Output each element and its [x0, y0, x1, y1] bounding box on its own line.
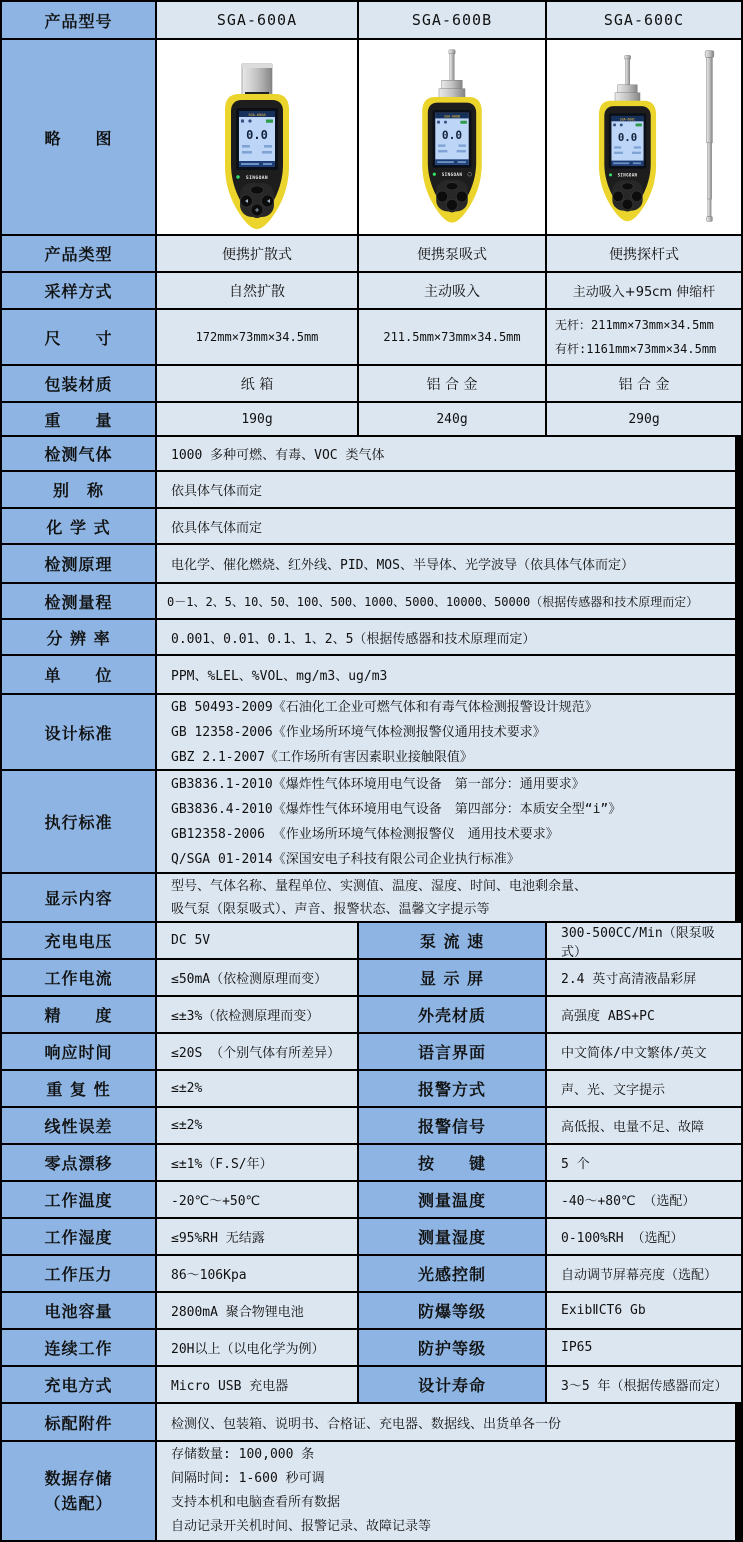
row-label: 显示内容 — [2, 874, 155, 921]
gas-detector-pump-illustration — [359, 40, 545, 234]
row-label: 光感控制 — [359, 1256, 545, 1291]
data-storage-label: 数据存储 — [44, 1469, 113, 1488]
cell-continuous-work: 20H以上（以电化学为例） — [157, 1330, 357, 1365]
sketch-label: 略 图 — [2, 40, 155, 234]
row-label: 标配附件 — [2, 1404, 155, 1440]
row-charge-voltage-pump-flow — [2, 923, 741, 958]
execution-standard-line: GB12358-2006 《作业场所环境气体检测报警仪 通用技术要求》 — [171, 826, 559, 842]
cell-charge-voltage: DC 5V — [157, 923, 357, 958]
execution-standard-line: GB3836.1-2010《爆炸性气体环境用电气设备 第一部分：通用要求》 — [171, 776, 585, 792]
cell-working-humidity: ≤95%RH 无结露 — [157, 1219, 357, 1254]
cell-weight-c: 290g — [547, 403, 741, 435]
row-label: 检测气体 — [2, 437, 155, 470]
data-storage-label-optional: （选配） — [44, 1494, 113, 1513]
cell-working-pressure: 86～106Kpa — [157, 1256, 357, 1291]
row-label: 尺 寸 — [2, 310, 155, 364]
row-label: 分 辨 率 — [2, 620, 155, 654]
row-label: 报警信号 — [359, 1108, 545, 1143]
row-label: 化 学 式 — [2, 509, 155, 543]
row-zero-drift-buttons — [2, 1145, 741, 1180]
data-storage-line: 存储数量: 100,000 条 — [171, 1447, 315, 1462]
cell-explosion-proof-grade: ExibⅡCT6 Gb — [547, 1293, 741, 1328]
row-label: 设计标准 — [2, 695, 155, 769]
lcd-model-text: SGA-600B — [443, 114, 461, 119]
row-label: 按 键 — [359, 1145, 545, 1180]
row-weight — [2, 403, 741, 435]
row-label: 语言界面 — [359, 1034, 545, 1069]
cell-protection-grade: IP65 — [547, 1330, 741, 1365]
cell-detection-range: 0－1、2、5、10、50、100、500、1000、5000、10000、50000（根据传感器和技术原理而定） — [157, 584, 735, 618]
cell-light-control: 自动调节屏幕亮度（选配） — [547, 1256, 741, 1291]
cell-alarm-signal: 高低报、电量不足、故障 — [547, 1108, 741, 1143]
cell-detected-gas: 1000 多种可燃、有毒、VOC 类气体 — [157, 437, 735, 470]
row-label: 重 量 — [2, 403, 155, 435]
cell-alarm-mode: 声、光、文字提示 — [547, 1071, 741, 1106]
cell-dimensions-b: 211.5mm×73mm×34.5mm — [359, 310, 545, 364]
row-label: 别 称 — [2, 472, 155, 507]
cell-resolution: 0.001、0.01、0.1、1、2、5（根据传感器和技术原理而定） — [157, 620, 735, 654]
row-label: 零点漂移 — [2, 1145, 155, 1180]
row-detection-principle — [2, 545, 741, 582]
cell-display-content — [157, 874, 735, 921]
row-label: 充电方式 — [2, 1367, 155, 1402]
cell-measure-humidity: 0-100%RH （选配） — [547, 1219, 741, 1254]
cell-response-time: ≤20S （个别气体有所差异） — [157, 1034, 357, 1069]
cell-sampling-a: 自然扩散 — [157, 273, 357, 308]
row-linearity-alarm-signal — [2, 1108, 741, 1143]
cell-display-screen: 2.4 英寸高清液晶彩屏 — [547, 960, 741, 995]
row-working-current-display — [2, 960, 741, 995]
row-sampling — [2, 273, 741, 308]
row-battery-explosion-proof — [2, 1293, 741, 1328]
cell-execution-standards — [157, 771, 735, 872]
cell-sampling-b: 主动吸入 — [359, 273, 545, 308]
cell-repeatability: ≤±2% — [157, 1071, 357, 1106]
row-detection-range — [2, 584, 741, 618]
row-label: 执行标准 — [2, 771, 155, 872]
cell-detection-principle: 电化学、催化燃烧、红外线、PID、MOS、半导体、光学波导（依具体气体而定） — [157, 545, 735, 582]
cell-linearity-error: ≤±2% — [157, 1108, 357, 1143]
row-label: 充电电压 — [2, 923, 155, 958]
cell-product-type-b: 便携泵吸式 — [359, 236, 545, 271]
status-led — [433, 173, 436, 176]
cell-dimensions-c — [547, 310, 741, 364]
row-label: 检测量程 — [2, 584, 155, 618]
header-row — [2, 2, 741, 38]
row-data-storage — [2, 1442, 741, 1540]
row-working-humidity-measure-humidity — [2, 1219, 741, 1254]
row-detected-gas — [2, 437, 741, 470]
row-alias — [2, 472, 741, 507]
row-chemical-formula — [2, 509, 741, 543]
data-storage-line: 自动记录开关机时间、报警记录、故障记录等 — [171, 1519, 432, 1534]
cell-language: 中文简体/中文繁体/英文 — [547, 1034, 741, 1069]
cell-weight-a: 190g — [157, 403, 357, 435]
brand-text: SINGOAN — [245, 176, 269, 181]
cell-product-type-a: 便携扩散式 — [157, 236, 357, 271]
row-label: 显 示 屏 — [359, 960, 545, 995]
row-label: 线性误差 — [2, 1108, 155, 1143]
row-design-standards — [2, 695, 741, 769]
model-name-b: SGA-600B — [359, 2, 545, 38]
cell-shell-material: 高强度 ABS+PC — [547, 997, 741, 1032]
cell-unit: PPM、%LEL、%VOL、mg/m3、ug/m3 — [157, 656, 735, 693]
row-label: 重 复 性 — [2, 1071, 155, 1106]
cell-data-storage — [157, 1442, 735, 1540]
lcd-value: 0.0 — [617, 130, 638, 144]
model-name-a: SGA-600A — [157, 2, 357, 38]
row-label: 包装材质 — [2, 366, 155, 401]
lcd-model-text: SGA-600C — [619, 117, 636, 122]
cell-packaging-a: 纸 箱 — [157, 366, 357, 401]
row-label: 设计寿命 — [359, 1367, 545, 1402]
sensor-cap — [242, 64, 272, 96]
row-label: 工作温度 — [2, 1182, 155, 1217]
cell-buttons: 5 个 — [547, 1145, 741, 1180]
data-storage-line: 间隔时间: 1-600 秒可调 — [171, 1471, 325, 1486]
cell-working-temperature: -20℃～+50℃ — [157, 1182, 357, 1217]
product-image-sga-600a — [157, 40, 357, 234]
design-standard-line: GB 50493-2009《石油化工企业可燃气体和有毒气体检测报警设计规范》 — [171, 699, 598, 715]
dimensions-without-rod: 无杆：211mm×73mm×34.5mm — [555, 318, 714, 332]
product-image-sga-600c — [547, 40, 741, 234]
row-response-time-language — [2, 1034, 741, 1069]
gas-detector-probe-rod-illustration — [547, 40, 741, 234]
gas-detector-diffusion-illustration — [157, 40, 357, 234]
row-execution-standards — [2, 771, 741, 872]
row-working-temp-measure-temp — [2, 1182, 741, 1217]
row-label: 采样方式 — [2, 273, 155, 308]
product-image-sga-600b — [359, 40, 545, 234]
row-label: 测量温度 — [359, 1182, 545, 1217]
cell-design-lifespan: 3～5 年（根据传感器而定） — [547, 1367, 741, 1402]
row-label: 精 度 — [2, 997, 155, 1032]
lcd-value: 0.0 — [441, 128, 463, 142]
probe-tube — [450, 53, 455, 81]
cell-weight-b: 240g — [359, 403, 545, 435]
row-product-type — [2, 236, 741, 271]
design-standard-line: GB 12358-2006《作业场所环境气体检测报警仪通用技术要求》 — [171, 724, 546, 740]
status-led — [236, 175, 239, 178]
telescopic-rod — [705, 51, 714, 222]
lcd-model-text: SGA-600A — [248, 112, 266, 117]
row-label — [2, 1442, 155, 1540]
row-label: 产品类型 — [2, 236, 155, 271]
brand-text: SINGOAN — [617, 172, 638, 178]
row-repeatability-alarm-mode — [2, 1071, 741, 1106]
cell-measure-temperature: -40～+80℃ （选配） — [547, 1182, 741, 1217]
status-led — [609, 173, 612, 176]
row-label: 电池容量 — [2, 1293, 155, 1328]
cell-packaging-c: 铝 合 金 — [547, 366, 741, 401]
cell-packaging-b: 铝 合 金 — [359, 366, 545, 401]
brand-text: SINGOAN — [441, 173, 463, 179]
row-label: 工作压力 — [2, 1256, 155, 1291]
cell-pump-flow: 300-500CC/Min（限泵吸式） — [547, 923, 741, 958]
cell-alias: 依具体气体而定 — [157, 472, 735, 507]
cell-accuracy: ≤±3%（依检测原理而变） — [157, 997, 357, 1032]
row-dimensions — [2, 310, 741, 364]
row-label: 报警方式 — [359, 1071, 545, 1106]
row-label: 检测原理 — [2, 545, 155, 582]
cell-sampling-c: 主动吸入+95cm 伸缩杆 — [547, 273, 741, 308]
dimensions-with-rod: 有杆:1161mm×73mm×34.5mm — [555, 342, 717, 356]
row-accuracy-shell — [2, 997, 741, 1032]
cell-chemical-formula: 依具体气体而定 — [157, 509, 735, 543]
row-accessories — [2, 1404, 741, 1440]
row-label: 外壳材质 — [359, 997, 545, 1032]
row-continuous-work-protection — [2, 1330, 741, 1365]
probe-tube — [625, 59, 629, 86]
row-label: 工作电流 — [2, 960, 155, 995]
lcd-value: 0.0 — [246, 128, 268, 142]
row-pressure-light-control — [2, 1256, 741, 1291]
cell-product-type-c: 便携探杆式 — [547, 236, 741, 271]
device-group — [599, 55, 656, 221]
row-display-content — [2, 874, 741, 921]
cell-zero-drift: ≤±1%（F.S/年） — [157, 1145, 357, 1180]
model-name-c: SGA-600C — [547, 2, 741, 38]
row-label: 防爆等级 — [359, 1293, 545, 1328]
row-label: 连续工作 — [2, 1330, 155, 1365]
row-label: 工作湿度 — [2, 1219, 155, 1254]
cell-battery-capacity: 2800mA 聚合物锂电池 — [157, 1293, 357, 1328]
row-label: 单 位 — [2, 656, 155, 693]
row-label: 测量湿度 — [359, 1219, 545, 1254]
cell-charging-method: Micro USB 充电器 — [157, 1367, 357, 1402]
cell-design-standards — [157, 695, 735, 769]
row-charging-lifespan — [2, 1367, 741, 1402]
design-standard-line: GBZ 2.1-2007《工作场所有害因素职业接触限值》 — [171, 749, 473, 765]
display-content-line: 吸气泵（限泵吸式）、声音、报警状态、温馨文字提示等 — [171, 901, 490, 917]
row-unit — [2, 656, 741, 693]
data-storage-line: 支持本机和电脑查看所有数据 — [171, 1495, 341, 1510]
row-label: 防护等级 — [359, 1330, 545, 1365]
row-label: 泵 流 速 — [359, 923, 545, 958]
execution-standard-line: GB3836.4-2010《爆炸性气体环境用电气设备 第四部分：本质安全型“i”》 — [171, 801, 622, 817]
cell-working-current: ≤50mA（依检测原理而变） — [157, 960, 357, 995]
execution-standard-line: Q/SGA 01-2014《深国安电子科技有限公司企业执行标准》 — [171, 851, 520, 867]
display-content-line: 型号、气体名称、量程单位、实测值、温度、湿度、时间、电池剩余量、 — [171, 878, 588, 894]
header-label: 产品型号 — [2, 2, 155, 38]
cell-accessories: 检测仪、包装箱、说明书、合格证、充电器、数据线、出货单各一份 — [157, 1404, 735, 1440]
sketch-row — [2, 40, 741, 234]
row-packaging — [2, 366, 741, 401]
cell-dimensions-a: 172mm×73mm×34.5mm — [157, 310, 357, 364]
row-label: 响应时间 — [2, 1034, 155, 1069]
row-resolution — [2, 620, 741, 654]
